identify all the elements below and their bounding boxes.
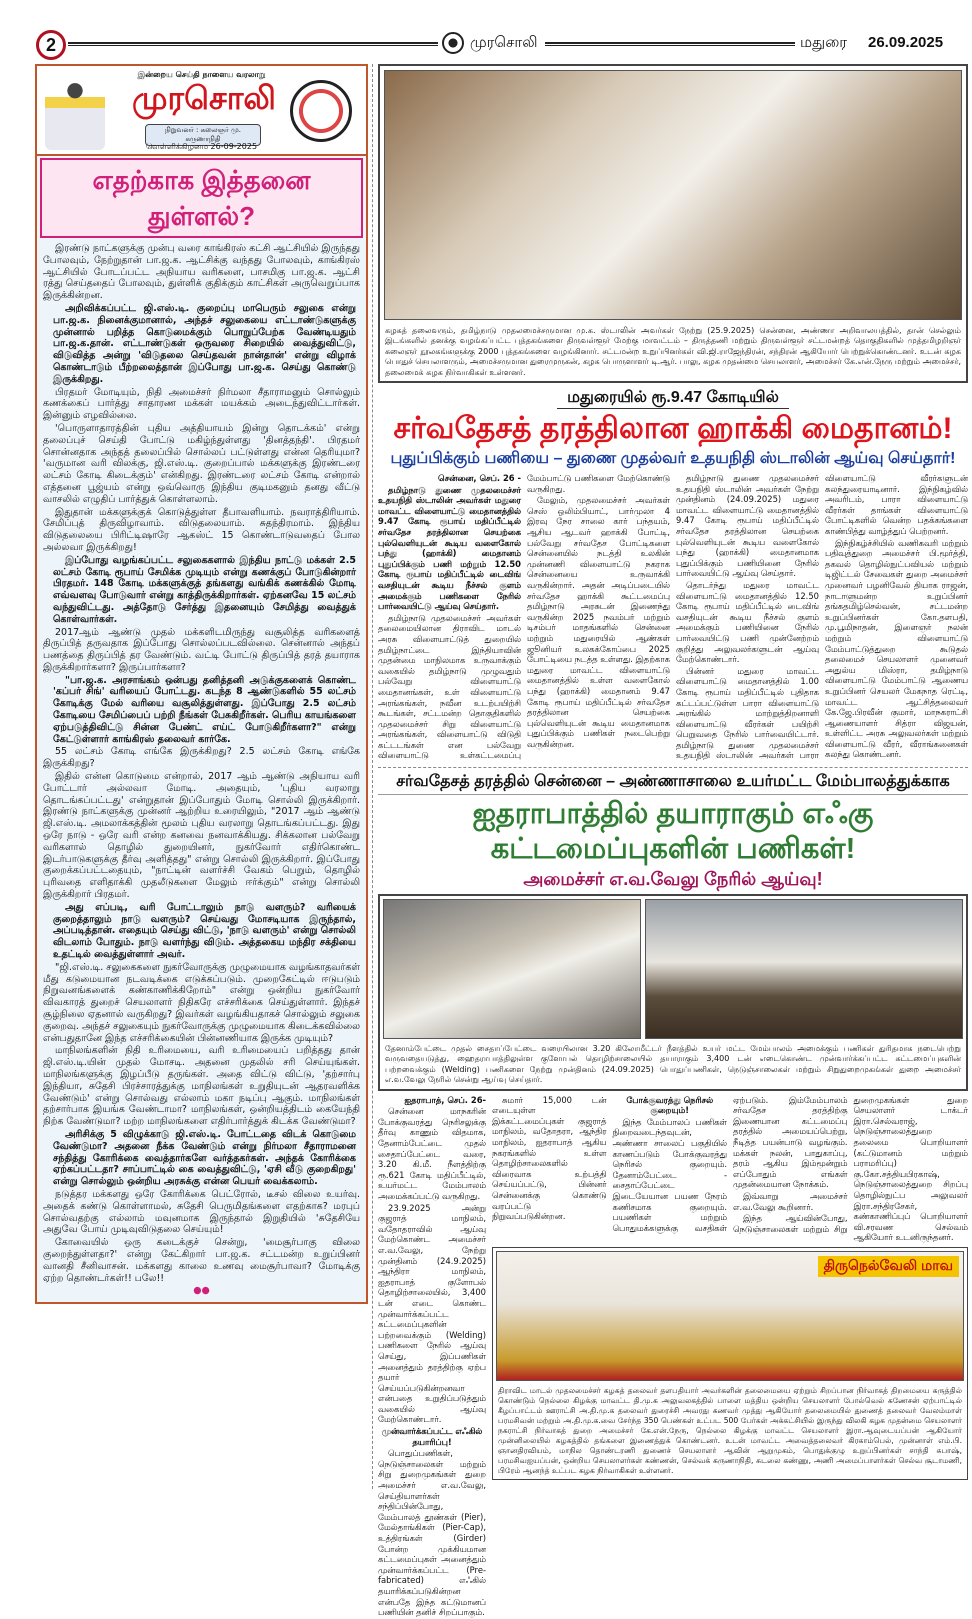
founder-portrait — [45, 74, 105, 150]
editorial-column — [35, 64, 368, 1304]
hockey-article — [378, 473, 968, 761]
article-paragraph: பொதுப்பணிகள், நெடுஞ்சாலைகள் மற்றும் சிறு துறைமுகங்கள் துறை அமைச்சர் எ.வ.வேலு, செய்தியாளர்கள் சந்திப்பின்போது, மேம்பாலத் தூண்கள் (Pier), மேல்தாங்கிகள் (Pier-Cap), உத்திரங்கள் (Girder) போன்ற முக்கியமான கட்டமைப்புகள் அனைத்தும் முன்வார்க்கப்பட்ட (Pre-fabricated) எஃகில் தயாரிக்கப்படுகின்றன என்பதே இந்த கட்டுமானப் பணியின் தனிச் சிறப்பாகும். — [378, 1448, 486, 1618]
editorial-paragraph: 55 லட்சம் கோடி எங்கே இருக்கிறது? 2.5 லட்சம் கோடி எங்கே இருக்கிறது? — [43, 746, 360, 770]
flyover-story-header — [378, 767, 968, 891]
article-paragraph: சென்னை மாநகரின் போக்குவரத்து நெரிசலுக்கு தீர்வு காணும் விதமாக, தேனாம்பேட்டை முதல் சைதாப்பேட்டை வரை, 3.20 கி.மீ. நீளத்திற்கு ரூ.621 கோடி மதிப்பீட்டில், உயர்மட்ட மேம்பாலம் அமைக்கப்பட்டு வருகிறது. — [378, 1106, 486, 1202]
hockey-headline: சர்வதேசத் தரத்திலான ஹாக்கி மைதானம்! — [393, 412, 953, 446]
photo-inspection-1 — [383, 899, 641, 1039]
masthead — [37, 66, 366, 156]
end-mark: ●● — [193, 1285, 210, 1297]
photo-party-joining — [496, 1251, 964, 1381]
page-number: 2 — [36, 30, 66, 60]
edition-name: மதுரை — [800, 34, 848, 51]
hockey-story-header — [378, 387, 968, 469]
column-divider — [372, 64, 373, 1489]
article-paragraph: இவ்வாறு அமைச்சர் எ.வ.வேலு கூறினார். — [733, 1191, 848, 1212]
flyover-article-col1 — [378, 1095, 486, 1619]
article-paragraph: மேலும், முதலமைச்சர் அவர்கள் செஸ் ஒலிம்பியாட், பார்முலா 4 இரவு நேர சாலை கார் பந்தயம், ஆசிய ஆடவர் ஹாக்கி போட்டி, பல்வேறு சர்வதேச போட்டிகளை சென்னையில் நடத்தி உலகின் முன்னணி விளையாட்டு நகராக சென்னையை உருவாக்கி வருகின்றார். அதன் அடிப்படையில் சர்வதேச ஹாக்கி கூட்டமைப்பு தமிழ்நாடு அரசுடன் இணைந்து வருகின்ற 2025 நவம்பர் மற்றும் டிசம்பர் மாதங்களில் சென்னை மற்றும் மதுரையில் ஆண்கள் ஜூனியர் உலகக்கோப்பை 2025 போட்டியை நடத்த உள்ளது. இதற்காக மதுரை மாவட்ட விளையாட்டு மைதானத்தில் உள்ள வளைகோல் பந்து (ஹாக்கி) மைதானம் 9.47 கோடி ரூபாய் மதிப்பீட்டில் சர்வதேச தரத்திலான செயற்கை புல்வெளியுடன் கூடிய மைதானமாக புதுப்பிக்கும் பணிகள் நடைபெற்று வருகின்றன. — [527, 495, 670, 749]
flyover-subhead: அமைச்சர் எ.வ.வேலு நேரில் ஆய்வு! — [523, 868, 823, 889]
editorial-title: எதற்காக இத்தனை துள்ளல்? — [40, 158, 363, 238]
photo-inspection-2 — [645, 899, 963, 1039]
editorial-paragraph: "ஜி.எஸ்.டி. சலுகைகளை நுகர்வோருக்கு முழுமையாக வழங்காதவர்கள் மீது கடுமையான நடவடிக்கை எடுக்கப்படும். முறைகேட்டில் ஈடுபடும் நிறுவனங்களைக் கண்காணிக்கிறோம்" என்று ஒன்றிய நுகர்வோர் விவகாரத் துறைச் செயலாளர் நிதிகரே எச்சரிக்கை செய்துள்ளார். இந்தச் சூழ்நிலை ஏதனால் வருகிறது? இவர்கள் வழங்கியதாகச் சொல்லும் சலுகை குறைவு. அந்தச் சலுகையும் நுகர்வோருக்கு முழுமையாக கிடைக்கவில்லை என்பதுதானே இந்த எச்சரிக்கையின் பின்னணியாக இருக்க முடியும்? — [43, 961, 360, 1044]
masthead-logo: முரசொலி — [132, 80, 276, 116]
editorial-paragraph: மாநிலங்களின் நிதி உரிமையை, வரி உரிமையைப் பறித்தது தான் ஜி.எஸ்.டி.யின் முதல் மோசடி. அதனை முதலில் சரி செய்யுங்கள். மாநிலங்களுக்கு இழப்பீடு தருங்கள். அதை விட்டு விட்டு, 'தற்சார்பு இந்தியா, சுதேசி பிரச்சாரத்துக்கு மாநிலங்கள் உறுதியுடன் ஆதரவளிக்க வேண்டும்' என்று சொல்வது எல்லாம் மகா நடிப்பு ஆகும். மாநிலங்கள் தற்சார்பாக இயங்க வேண்டாமா? மாநிலங்கள், ஒன்றியத்திடம் கையேந்தி நிற்க வேண்டுமா? மற்ற மாநிலங்களை எதிர்பார்த்துக் கிடக்க வேண்டுமா? — [43, 1045, 360, 1128]
editorial-paragraph: பிரதமர் மோடியும், நிதி அமைச்சர் நிர்மலா சீதாராமனும் சொல்லும் கணக்கைப் பார்த்து சாதாரண மக்கள் மயக்கம் அடைந்துவிட்டார்கள். இன்னும் எழவில்லை. — [43, 386, 360, 422]
photo-story-books — [378, 64, 968, 383]
editorial-paragraph: கோவையில் ஒரு கடைக்குச் சென்று, 'மைசூர்பாகு விலை குறைந்துள்ளதா?' என்று கேட்கிறார் பா.ஜ.க. சட்டமன்ற உறுப்பினர் வானதி சீனிவாசன். மக்களது காலை உணவு மைசூர்பாவா? மோடிக்கு ஏற்ற தொண்டர்கள்!! பலே!! — [43, 1237, 360, 1284]
party-seal-icon — [290, 80, 352, 142]
flyover-right-part — [492, 1095, 968, 1619]
article-lead: தமிழ்நாடு துணை முதலமைச்சர் உதயநிதி ஸ்டாலின் அவர்கள் மதுரை மாவட்ட விளையாட்டு மைதானத்தில் 9.47 கோடி ரூபாய் மதிப்பீட்டில் சர்வதேச தரத்திலான செயற்கை புல்வெளியுடன் கூடிய வளைகோல் பந்து (ஹாக்கி) மைதானம் புதுப்பிக்கும் பணி மற்றும் 12.50 கோடி ரூபாய் மதிப்பீட்டில் டைவிங் வசதியுடன் கூடிய நீச்சல் குளம் அமைக்கும் பணிகளை நேரில் பார்வையிட்டு ஆய்வு செய்தார். — [378, 484, 521, 612]
flyover-article-cols — [492, 1095, 968, 1243]
article-paragraph: தொடர்ந்து மதுரை மாவட்ட விளையாட்டு மைதானத்தில் 12.50 கோடி ரூபாய் மதிப்பீட்டில் டைவிங் வசதியுடன் கூடிய நீச்சல் குளம் அமைக்கும் பணியினை நேரில் பார்வையிட்டு பணி முன்னேற்றம் குறித்து அலுவலர்களுடன் ஆய்வு மேற்கொண்டார். — [676, 579, 819, 665]
masthead-date: வெள்ளிக்கிழமை 26-09-2025 — [145, 142, 258, 151]
article-paragraph: இந்த மேம்பாலப் பணிகள் நிறைவடைந்தவுடன், அண்ணா சாலைப் பகுதியில் காணப்படும் போக்குவரத்து நெரிசல் குறையும். தேனாம்பேட்டை - சைதாப்பேட்டை இடையேயான பயண நேரம் கணிசமாக குறையும். பயணிகள் மற்றும் பொதுமக்களுக்கு வசதிகள் ஏற்படும். இம்மேம்பாலம் சர்வதேச தரத்திற்கு இணையான கட்டமைப்பு தரத்தில் அமையப்பெற்று, நீடித்த பயன்பாடு வழங்கும். மக்கள் நலன், பாதுகாப்பு, தரம் ஆகிய இம்மூன்றும் எப்போதும் எங்கள் முதன்மையான நோக்கம். — [612, 1094, 848, 1233]
editorial-paragraph: 2017ஆம் ஆண்டு முதல் மக்களிடமிருந்து வசூலித்த வரிகளைத் திருப்பித் தருவதாக இப்போது சொல்லப்படவில்லை. சென்னால் அந்தப் பணத்தை திருப்பித் தர வேண்டும். வட்டி போட்டு திருப்பித் தரத் தயாராக இருக்கிறார்களா? இருப்பார்களா? — [43, 626, 360, 673]
article-paragraph: இந்நிகழ்ச்சியில் வணிகவரி மற்றும் பதிவுத்துறை அமைச்சர் பி.மூர்த்தி, தகவல் தொழில்நுட்பவியல் மற்றும் டிஜிட்டல் சேவைகள் துறை அமைச்சர் முனைவர் பழனிவேல் தியாக ராஜன், நாடாளுமன்ற உறுப்பினர் தங்கதமிழ்செல்வன், சட்டமன்ற உறுப்பினர்கள் கோ.தளபதி, மு.பூமிநாதன், இளைஞர் நலன் மற்றும் விளையாட்டு மேம்பாட்டுத்துறை கூடுதல் தலைமைச் செயலாளர் முனைவர் அதுல்ய மிஸ்ரா, தமிழ்நாடு விளையாட்டு மேம்பாட்டு ஆணைய உறுப்பினர் செயலர் மேகநாத ரெட்டி, மாவட்ட ஆட்சித்தலைவர் கே.ஜே.பிரவீன் குமார், மாநகராட்சி ஆணையாளர் சித்ரா விஜயன், உள்ளிட்ட அரசு அலுவலர்கள் மற்றும் விளையாட்டு வீரர், வீராங்கனைகள் கலந்து கொண்டனர். — [825, 537, 968, 760]
photo-book-donation — [384, 70, 962, 320]
editorial-paragraph: இப்போது வழங்கப்பட்ட சலுகைகளால் இந்திய நாட்டு மக்கள் 2.5 லட்சம் கோடி ரூபாய் சேமிக்க முடியும் என்று கணக்குப் போடுகின்றார் பிரதமர். 148 கோடி மக்களுக்குத் தங்களது வங்கிக் கணக்கில் மோடி எவ்வளவு போடுவார் என்று காத்திருக்கிறார்கள். ஏற்கனவே 15 லட்சம் வந்துவிட்டது. அத்தோடு சேர்த்து இதனையும் சேமித்து வைத்துக் கொள்வார்கள். — [53, 554, 356, 625]
editorial-paragraph: அறிவிக்கப்பட்ட ஜி.எஸ்.டி. குறைப்பு மாபெரும் சலுகை என்று பா.ஜ.க. நினைக்குமானால், அந்தச் சலுகையை எட்டாண்டுகளுக்கு முன்னால் பறித்த கொடுமைக்கும் பொறுப்பேற்க வேண்டியதும் பா.ஜ.க.தான். எட்டாண்டுகள் ஒருவரை சிறையில் வைத்துவிட்டு, விடுவித்த அன்று 'விடுதலை செய்தவன் நான்தான்' என்று விழாக் கொண்டாடும் பீற்றலைத்தான் இப்போது பா.ஜ.க. செய்து கொண்டு இருக்கிறது. — [53, 302, 356, 385]
hockey-subhead: புதுப்பிக்கும் பணியை – துணை முதல்வர் உதயநிதி ஸ்டாலின் ஆய்வு செய்தார்! — [390, 450, 956, 468]
right-column — [378, 64, 968, 1619]
header-rule — [68, 42, 438, 46]
hockey-kicker: மதுரையில் ரூ.9.47 கோடியில் — [557, 388, 789, 409]
editorial-paragraph: இதுதான் மக்களுக்குக் கொடுத்துள்ள தீபாவளியாம். நவராத்திரியாம். சேமிப்புத் திருவிழாவாம். விடுதலையாம். சுதந்திரமாம். இந்திய விடுதலையை பிரிட்டிஷாரே ஆகஸ்ட் 15 கொண்டாடுவதைப் போல அல்லவா இருக்கிறது! — [43, 506, 360, 553]
flyover-photo-box — [378, 894, 968, 1091]
editorial-paragraph: இரண்டு நாட்களுக்கு முன்பு வரை காங்கிரஸ் கட்சி ஆட்சியில் இருந்தது போலவும், நேற்றுதான் பா.ஜ.க. ஆட்சிக்கு வந்தது போலவும், காங்கிரஸ் ஆட்சியில் போடப்பட்ட அநியாய வரிகளை, பாசமிகு பா.ஜ.க. ஆட்சி ரத்து செய்ததைப் போலவும், துள்ளிக் குதிக்கும் காட்சிகள் அருவெறுப்பாக இருக்கின்றன. — [43, 243, 360, 302]
article-paragraph: பின்னர் மதுரை மாவட்ட விளையாட்டு மைதானத்தில் 1.00 கோடி ரூபாய் மதிப்பீட்டில் புதிதாக கட்டப்பட்டுள்ள பாரா விளையாட்டு அரங்கில் மாற்றுத்திறனாளி விளையாட்டு வீரர்கள் பயிற்சி பெறுவதை நேரில் பார்வையிட்டார். தமிழ்நாடு துணை முதலமைச்சர் உதயநிதி ஸ்டாலின் அவர்கள் பாரா விளையாட்டு வீரர்களுடன் கலந்துரையாடினார். இந்நிகழ்வில் அவரிடம், பாரா விளையாட்டு வீரர்கள் தாங்கள் விளையாட்டு போட்டிகளில் வென்ற பதக்கங்களை காண்பித்து வாழ்த்துப் பெற்றனர். — [676, 473, 968, 761]
article-paragraph: தமிழ்நாடு துணை முதலமைச்சர் உதயநிதி ஸ்டாலின் அவர்கள் நேற்று முன்தினம் (24.09.2025) மதுரை மாவட்ட விளையாட்டு மைதானத்தில் 9.47 கோடி ரூபாய் மதிப்பீட்டில் சர்வதேச தரத்திலான செயற்கை புல்வெளியுடன் கூடிய வளைகோல் பந்து (ஹாக்கி) மைதானமாக புதுப்பிக்கும் பணியினை நேரில் பார்வையிட்டு ஆய்வு செய்தார். — [676, 473, 819, 579]
editorial-paragraph: அது எப்படி, வரி போட்டாலும் நாடு வளரும்? வரியைக் குறைத்தாலும் நாடு வளரும்? செய்வது மோசடியாக இருந்தால், அப்படித்தான். எதையும் செய்து விட்டு, 'நாடு வளரும்' என்று சொல்லி விடலாம் போதும். நாடு வளர்ந்து விடும். அத்தகைய மந்திர சக்தியை உதட்டில் வைத்துள்ளார் அவர். — [53, 901, 356, 961]
article-paragraph: சுமார் 15,000 டன் எடையுள்ள இக்கட்டமைப்புகள் குஜராத் மாநிலம், வதோதரா, ஆந்திர மாநிலம், ஐதராபாத் ஆகிய நகரங்களில் உள்ள தொழிற்சாலைகளில் விரைவாக உற்பத்தி செய்யப்பட்டு, பின்னர் சென்னைக்கு கொண்டு வரப்பட்டு நிறுவப்படுகின்றன. — [492, 1094, 607, 1222]
flyover-lower-section — [378, 1095, 968, 1619]
editorial-body — [37, 240, 366, 1302]
flyover-photos — [380, 896, 966, 1042]
editorial-paragraph: "பா.ஜ.க. அரசாங்கம் ஒன்பது தனித்தனி அடுக்குகளைக் கொண்ட 'கப்பர் சிங்' வரியைப் போட்டது. கடந்த 8 ஆண்டுகளில் 55 லட்சம் கோடிக்கு மேல் வரியை வசூலித்துள்ளது. இப்போது 2.5 லட்சம் கோடியை சேமிப்பைப் பற்றி நீங்கள் பேசுகிறீர்கள். பெரிய காயங்களை ஏற்படுத்திவிட்டு சின்ன பேண்ட் எய்ட் போடுகிறீர்களா?" என்று கேட்டுள்ளார் காங்கிரஸ் தலைவர் கார்கே. — [53, 674, 356, 745]
dateline: ஐதராபாத், செப். 26- — [404, 1094, 486, 1105]
article-paragraph: தமிழ்நாடு முதலமைச்சர் அவர்கள் தலைமையிலான திராவிட மாடல் அரசு விளையாட்டுத் துறையில் தமிழ்நாட்டை இந்தியாவின் முதன்மை மாநிலமாக உருவாக்கும் வகையில் தமிழ்நாடு முழுவதும் பல்வேறு விளையாட்டு மைதானங்கள், உள் விளையாட்டு அரங்கங்கள், நவீன உடற்பயிற்சி கூடங்கள், சட்டமன்ற தொகுதிகளில் முதலமைச்சர் சிறு விளையாட்டு அரங்கங்கள், விளையாட்டு விடுதி கட்டடங்கள் என பல்வேறு விளையாட்டு உள்கட்டமைப்பு மேம்பாட்டு பணிகளை மேற்கொண்டு வருகிறது. — [378, 473, 670, 761]
flyover-kicker: சர்வதேசத் தரத்தில் சென்னை – அண்ணாசாலை உயர்மட்ட மேம்பாலத்துக்காக — [378, 772, 968, 795]
banner-text: திருநெல்வேலி மாவ — [818, 1256, 959, 1277]
masthead-founder: நிறுவனர் : கலைஞர் மு. கருணாநிதி — [145, 124, 261, 146]
flyover-headline: ஐதராபாத்தில் தயாராகும் எஃகு கட்டமைப்புகளின் பணிகள்! — [472, 798, 874, 865]
article-paragraph: இந்த ஆய்வின்போது, நெடுஞ்சாலைகள் மற்றும் சிறு துறைமுகங்கள் துறை செயலாளர் டாக்டர் இரா.செல்வராஜ், நெடுஞ்சாலைத்துறை தலைமை பொறியாளர் (கட்டுமானம் மற்றும் பராமரிப்பு) கு.கோ.சத்தியபிரகாஷ், நெடுஞ்சாலைத்துறை சிறப்பு தொழில்நுட்ப அலுவலர் இரா.சந்திரசேகர், கண்காணிப்புப் பொறியாளர் வி.சரவண செல்வம் ஆகியோர் உடனிருந்தனர். — [733, 1094, 968, 1243]
editorial-paragraph: 'பொருளாதாரத்தின் புதிய அத்தியாயம் இன்று தொடக்கம்' என்று தலைப்புச் செய்தி போட்டு மகிழ்ந்துள்ளது 'தினத்தந்தி'. பிரதமர் சொன்னதாக அந்தத் தலைப்பில் சொல்லப் பட்டுள்ளது என்ன தெரியுமா? 'வருமான வரி விலக்கு, ஜி.எஸ்.டி. குறைப்பால் மக்களுக்கு இரண்டரை லட்சம் கோடி கிடைக்கும்' என்கிறது. இரண்டரை லட்சம் கோடி என்றால் எத்தனை பூஜ்யம் என்று ஒவ்வொரு இந்திய குடிமகனும் தனது வீட்டு வாசலில் எழுதிப் பார்த்துக் கொள்ளலாம். — [43, 422, 360, 505]
article-subtitle: போக்குவரத்து நெரிசல் குறையும்! — [626, 1094, 714, 1116]
issue-date: 26.09.2025 — [868, 34, 944, 51]
editorial-paragraph: நடுத்தர மக்களது ஒரே கோரிக்கை பெட்ரோல், டீசல் விலை உயர்வு. அதைக் கண்டு கொள்ளாமல், சுதேசி பெருமிதங்களை எதற்காக? மரபுப் சொல்வதற்கு எல்லாம் மவுனமாக இருந்தால் இறுதியில் 'சுதேசியே அதுவே போய் முடிவுவிடுதலை செய்யும்! — [43, 1188, 360, 1236]
editorial-paragraph: அரிசிக்கு 5 விழுக்காடு ஜி.எஸ்.டி. போட்டதை விடக் கொடுமை வேண்டுமா? அதனை நீக்க வேண்டும் என்று நிர்மலா சீதாராமனை சந்தித்து கோரிக்கை வைத்தார்களே வர்த்தகர்கள். அந்தக் கோரிக்கை ஏற்கப்பட்டதா? சாப்பாட்டில் கை வைத்துவிட்டு, 'ஏசி வீடு குறைகிறது' என்று சொல்லும் ஒன்றிய அரசுக்கு என்ன பெயர் வைக்கலாம். — [53, 1128, 356, 1188]
paper-name: முரசொலி — [470, 34, 538, 51]
photo-caption: திராவிட மாடல் முதலமைச்சர் கழகத் தலைவர் தளபதியார் அவர்களின் தலைமையை ஏற்றும் சிறப்பான நிர்வாகத் திறமையை கருத்தில் கொண்டும் நெல்லை கிழக்கு மாவட்ட தி.மு.க அலுவலகத்தில் பாளை மத்திய ஒன்றிய செயலாளர் போல்வெல் கணேசன் ஏற்பாட்டில் கீழப்பாட்டம் ஊராட்சி அ.தி.மு.க தலைவர் துரைச்சி அவரது கணவர் முத்து ஆகியோர் தலைமையில் துணைத் தலைவர் வேலம்மாள் பரமசிவன் மற்றும் அ.தி.மு.க.வை சேர்ந்த 350 பெண்கள் உட்பட 500 பேர்கள் அக்கட்சியில் இருந்து விலகி கழக முதன்மை செயலாளர் நகராட்சி நிர்வாகத் துறை அமைச்சர் கே.என்.நேரு, நெல்லை கிழக்கு மாவட்ட செயலாளர் இரா.ஆவுடையப்பன் ஆகியோர் முன்னிலையில் கழகத்தில் தங்களை இணைத்துக் கொண்டனர். உடன் மாவட்ட அவைத்தலைவர் கிரகாம்பெல், முன்னாள் எம்.பி. ஞானதிரவியம், மாநில தொண்டரணி துணைச் செயலாளர் ஆவின் ஆறுமுகம், பொதுக்குழு உறுப்பினர்கள் சாந்தி சுபாஷ், பரமசிவஐயப்பன், ஒன்றிய செயலாளர்கள் கண்ணன், செல்வக் கருணாநிதி, சுடலை கண்ணு, அணி அமைப்பாளர்கள் செல்வ சூடாமணி, பிரேம் ஆனந்த் உட்பட கழக நிர்வாகிகள் உள்ளனர். — [498, 1385, 962, 1475]
article-paragraph: 23.9.2025 அன்று குஜராத் மாநிலம், வதோதராவில் ஆய்வு மேற்கொண்ட அமைச்சர் எ.வ.வேலு, நேற்று முன்தினம் (24.9.2025) ஆந்திரா மாநிலம், ஐதராபாத் குளோபல் தொழிற்சாலையில், 3,400 டன் எடை கொண்ட முன்வார்க்கப்பட்ட கட்டமைப்புகளின் பற்றவைக்கும் (Welding) பணிகளை நேரில் ஆய்வு செய்து, இப்பணிகள் அனைத்தும் தரத்திற்கு ஏற்ப தயார் செய்யப்படுகின்றனவா என்பதை உறுதிப்படுத்தும் வகையில் ஆய்வு மேற்கொண்டார். — [378, 1202, 486, 1425]
photo-caption: தேனாம்பேட்டை முதல் சைதாப்பேட்டை வரையிலான 3.20 கிலோமீட்டர் நீளத்தில் உயர் மட்ட மேம்பாலம் அமைக்கும் பணிகள் துரிதமாக நடைபெற்று வருவதையடுத்து, ஹைதராபாத்திலுள்ள குளோபல் தொழிற்சாலையில் தயாராகும் 3,400 டன் எடைகொண்ட முன்வார்க்கப்பட்ட கட்டமைப்புகளின் பற்றவைக்கும் (Welding) பணிகளை நேற்று முன்தினம் (24.09.2025) பொதுப்பணிகள், நெடுஞ்சாலைகள் மற்றும் சிறுதுறைமுகங்கள் துறை அமைச்சர் எ.வ.வேலு நேரில் சென்று ஆய்வு செய்தார். — [385, 1044, 961, 1085]
drum-logo-icon — [442, 32, 464, 54]
photo-story-joining — [492, 1247, 968, 1480]
photo-caption: கழகத் தலைவரும், தமிழ்நாடு முதலமைச்சருமான மு.க. ஸ்டாலின் அவர்கள் நேற்று (25.9.2025) சென்னை, அண்ணா அறிவாலயத்தில், தான் செல்லும் இடங்களில் தனக்கு வழங்கப்பட்ட புத்தகங்களை திருவள்ளூர் மேற்கு மாவட்டம் – திருத்தணி மற்றும் திருவள்ளூர் சட்டமன்றத் தொகுதிகளில் முத்தமிழறிஞர் கலைஞர் நூலகங்களுக்கு 2000 புத்தகங்களை வழங்கினார். சட்டமன்ற உறுப்பினர்கள் வி.ஜி.ராஜேந்திரன், சந்திரன் ஆகியோர் பெற்றுக்கொண்டனர். உடன் கழக பொதுச் செயலாளரும், அமைச்சருமான துரைமுருகன், கழக பொருளாளர் டி.ஆர். பாலு, கழக முதன்மை செயலாளர், அமைச்சர் கே.என்.நேரு மற்றும் அமைச்சர், தலைமைக் கழக நிர்வாகிகள் உள்ளனர். — [385, 326, 961, 377]
masthead-tagline: இன்றைய செய்தி நாளைய வரலாறு — [137, 70, 266, 79]
editorial-paragraph: இதில் என்ன கொடுமை என்றால், 2017 ஆம் ஆண்டு அநியாய வரி போட்டார் அல்லவா மோடி. அதையும், 'புதிய வரலாறு தொடங்கப்பட்டது' என்றுதான் இப்போதும் மோடி சொல்லி இருக்கிறார். இரண்டு நாட்களுக்கு முன்னர் ஆற்றிய உரையிலும், "2017 ஆம் ஆண்டு ஜி.எஸ்.டி. அமலாக்கத்தின் மூலம் புதிய வரலாறு தொடங்கப்பட்டது. இது ஒரே நாடு - ஒரே வரி என்ற கனவை நனவாக்கியது. சிக்கலான பல்வேறு வரிகளால் தொழில் துறையினர், நுகர்வோர் எதிர்கொண்ட இடர்பாடுகளுக்கு தீர்வு அளித்தது" என்று சொல்லி இருக்கிறார். இப்போது குறைக்கப்பட்டதையும், "நாட்டின் வளர்ச்சி வேகம் பெறும், தொழில் புரிவதை எளிதாக்கி முதலீடுகளை மேலும் ஈர்க்கும்" என்று சொல்லி இருக்கிறார் பிரதமர். — [43, 771, 360, 901]
header-rule — [545, 42, 795, 46]
dateline: சென்னை, செப். 26 - — [438, 473, 521, 484]
article-subtitle: முன்வார்க்கப்பட்ட எஃகில் தயாரிப்பு! — [381, 1426, 483, 1447]
